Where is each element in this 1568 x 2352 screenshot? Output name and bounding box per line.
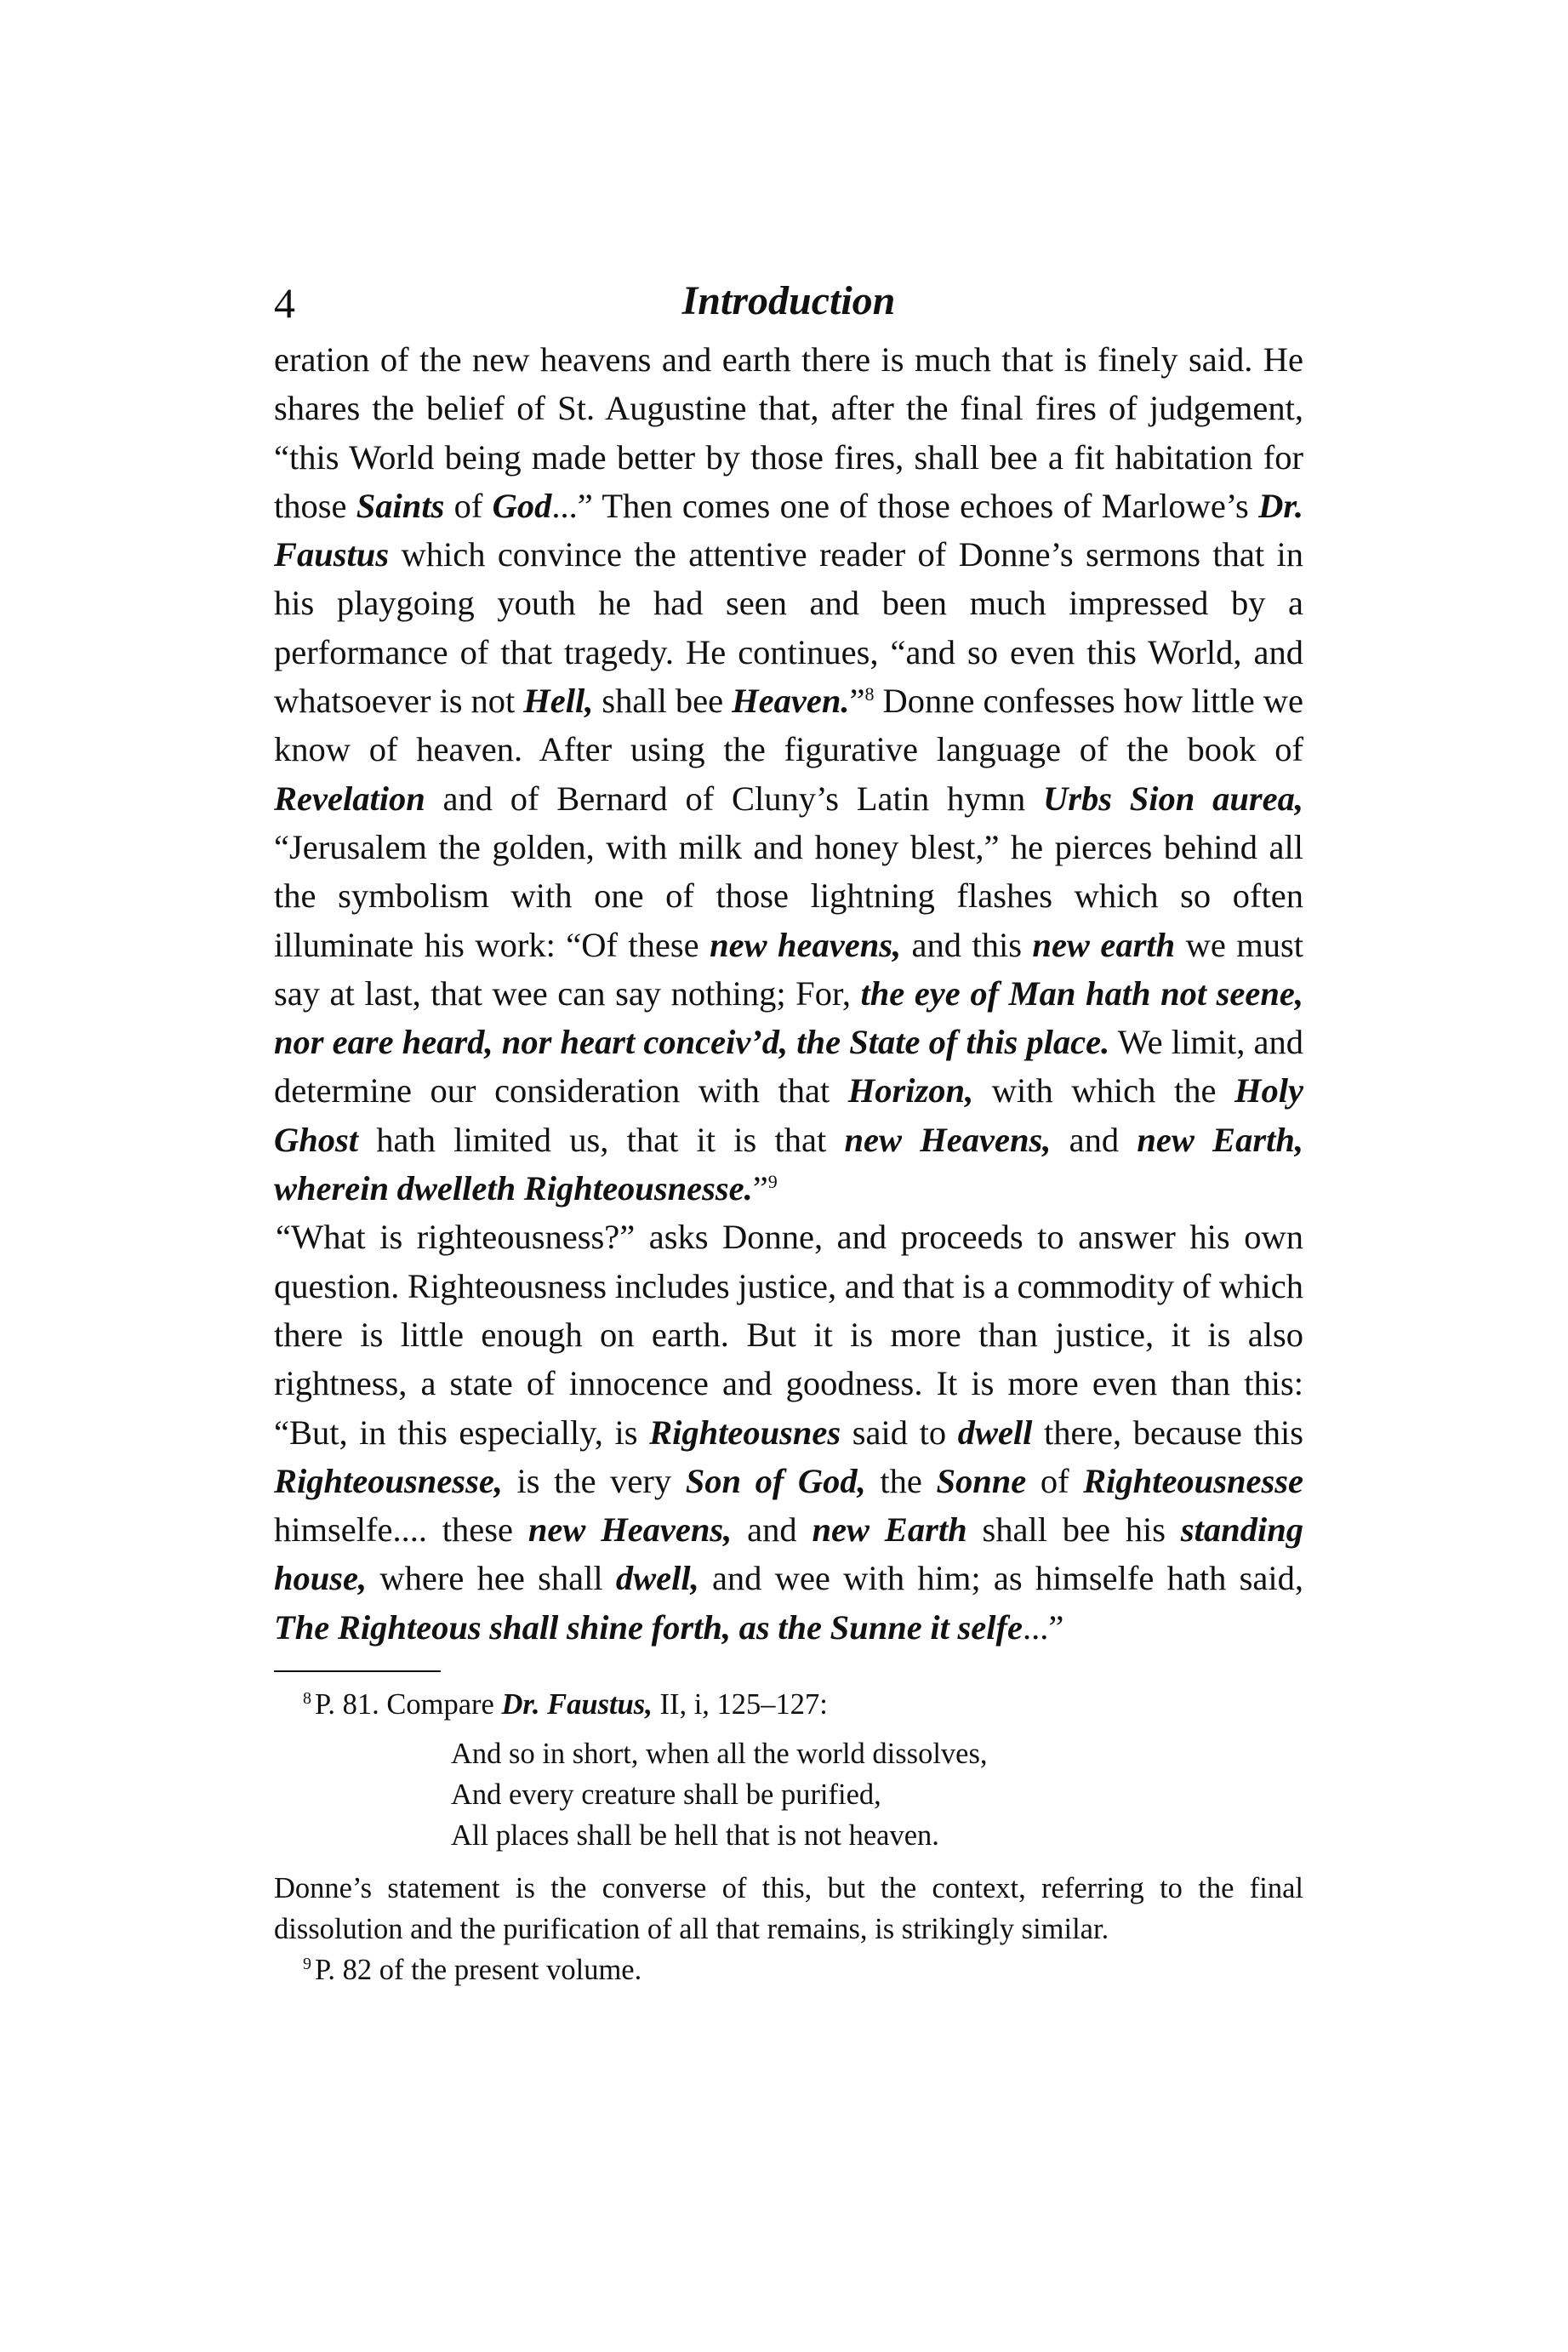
italic-run: new heavens,	[710, 925, 902, 964]
italic-run: new earth	[1032, 925, 1176, 964]
footnote-ref-8: 8	[864, 683, 875, 705]
italic-run: Righteousnesse,	[274, 1461, 503, 1500]
text-run: ”	[752, 1169, 768, 1208]
footnote-8	[274, 1684, 1303, 1725]
italic-run: Son of God,	[685, 1461, 866, 1500]
text-run: of	[444, 486, 493, 525]
text-run: himselfe.... these	[274, 1510, 528, 1550]
footnote-marker: 9	[303, 1955, 311, 1974]
italic-run: Dr. Faustus,	[501, 1688, 653, 1721]
italic-run: the eye of Man hath not seene, nor eare heard, nor heart conceiv’d, the State of this place.	[274, 973, 1303, 1062]
italic-run: dwell	[957, 1413, 1033, 1452]
italic-run: Revelation	[274, 779, 425, 818]
italic-run: Holy Ghost	[274, 1071, 1303, 1159]
italic-run: Dr. Faustus	[274, 486, 1303, 574]
italic-run: standing house,	[274, 1510, 1303, 1598]
paragraph-1	[274, 335, 1303, 1213]
paragraph-2	[274, 1213, 1303, 1652]
text-run: hath limited us, that it is that	[358, 1120, 845, 1159]
text-run: and this	[901, 925, 1033, 964]
text-run: Donne confesses how little we know of heaven. After using the figurative language of the book of	[274, 682, 1303, 769]
text-run: “What is righteousness?” asks Donne, and proceeds to answer his own question. Righteousness includes justice, and that is a commodity of which there is little enough on earth. But it is more than justice, it is also rightness, a state of innocence and goodness. It is more even than this: “But, in this especially, is	[274, 1218, 1303, 1452]
italic-run: The Righteous shall shine forth, as the Sunne it selfe	[274, 1607, 1023, 1647]
verse-line: And every creature shall be purified,	[451, 1778, 881, 1812]
italic-run: Saints	[356, 486, 445, 525]
italic-run: new Heavens,	[844, 1120, 1052, 1159]
footnote-9	[274, 1950, 1303, 1990]
text-run: which convince the attentive reader of Donne’s sermons that in his playgoing youth he had seen and been much impressed by a performance of that tragedy. He continues, “and so even this World, and whatsoever is not	[274, 535, 1303, 721]
verse-line: All places shall be hell that is not heaven.	[451, 1819, 939, 1852]
text-run: We limit, and determine our consideration with that	[274, 1023, 1303, 1110]
verse-line: And so in short, when all the world dissolves,	[451, 1738, 988, 1771]
italic-run: new Earth, wherein dwelleth Righteousnesse.	[274, 1120, 1303, 1208]
italic-run: Righteousnesse	[1083, 1461, 1303, 1500]
italic-run: Sonne	[936, 1461, 1027, 1500]
footnote-8-comment: Donne’s statement is the converse of this, but the context, referring to the final dissolution and the purification of all that remains, is strikingly similar.	[274, 1872, 1303, 1946]
italic-run: new Heavens,	[527, 1510, 733, 1550]
body-text	[274, 335, 1303, 1652]
page-number: 4	[274, 279, 295, 327]
italic-run: God	[492, 486, 552, 525]
running-head	[274, 271, 1303, 335]
italic-run: dwell,	[615, 1559, 699, 1598]
text-run: shall bee his	[966, 1510, 1181, 1550]
text-run: and wee with him; as himselfe hath said,	[698, 1559, 1303, 1598]
text-run: is the very	[502, 1461, 686, 1500]
text-run: the	[865, 1461, 937, 1500]
text-run: P. 81. Compare	[315, 1688, 502, 1721]
italic-run: Heaven.	[732, 682, 850, 721]
italic-run: Urbs Sion aurea,	[1043, 779, 1303, 818]
footnote-separator-rule	[274, 1670, 441, 1672]
text-run: P. 82 of the present volume.	[315, 1954, 642, 1987]
text-run: where hee shall	[367, 1559, 616, 1598]
text-run: there, because this	[1032, 1413, 1303, 1452]
book-page	[274, 271, 1303, 1990]
footnotes	[274, 1684, 1303, 1990]
text-run: ”	[849, 682, 865, 721]
text-run: “Jerusalem the golden, with milk and honey blest,” he pierces behind all the symbolism with one of those lightning flashes which so often illuminate his work: “Of these	[274, 827, 1303, 964]
italic-run: Righteousnes	[649, 1413, 841, 1452]
italic-run: Hell,	[523, 682, 594, 721]
italic-run: new Earth	[812, 1510, 967, 1550]
text-run: ...” Then comes one of those echoes of Marlowe’s	[551, 486, 1259, 525]
text-run: ...”	[1022, 1607, 1064, 1647]
verse-quotation	[274, 1733, 1303, 1856]
text-run: said to	[841, 1413, 958, 1452]
text-run: with which the	[973, 1071, 1235, 1110]
chapter-title: Introduction	[681, 278, 896, 323]
text-run: II, i, 125–127:	[652, 1688, 828, 1721]
text-run: and	[732, 1510, 813, 1550]
text-run: eration of the new heavens and earth there is much that is finely said. He shares the belief of St. Augustine that, after the final fires of judgement, “this World being made better by those fires, shall bee a fit habitation for those	[274, 340, 1303, 525]
text-run: and	[1051, 1120, 1138, 1159]
italic-run: Horizon,	[847, 1071, 974, 1110]
text-run: shall bee	[593, 682, 733, 721]
text-run: and of Bernard of Cluny’s Latin hymn	[425, 779, 1043, 818]
footnote-marker: 8	[303, 1689, 311, 1709]
text-run: of	[1026, 1461, 1084, 1500]
text-run: we must say at last, that wee can say nothing; For,	[274, 925, 1303, 1013]
footnote-ref-9: 9	[767, 1171, 778, 1193]
